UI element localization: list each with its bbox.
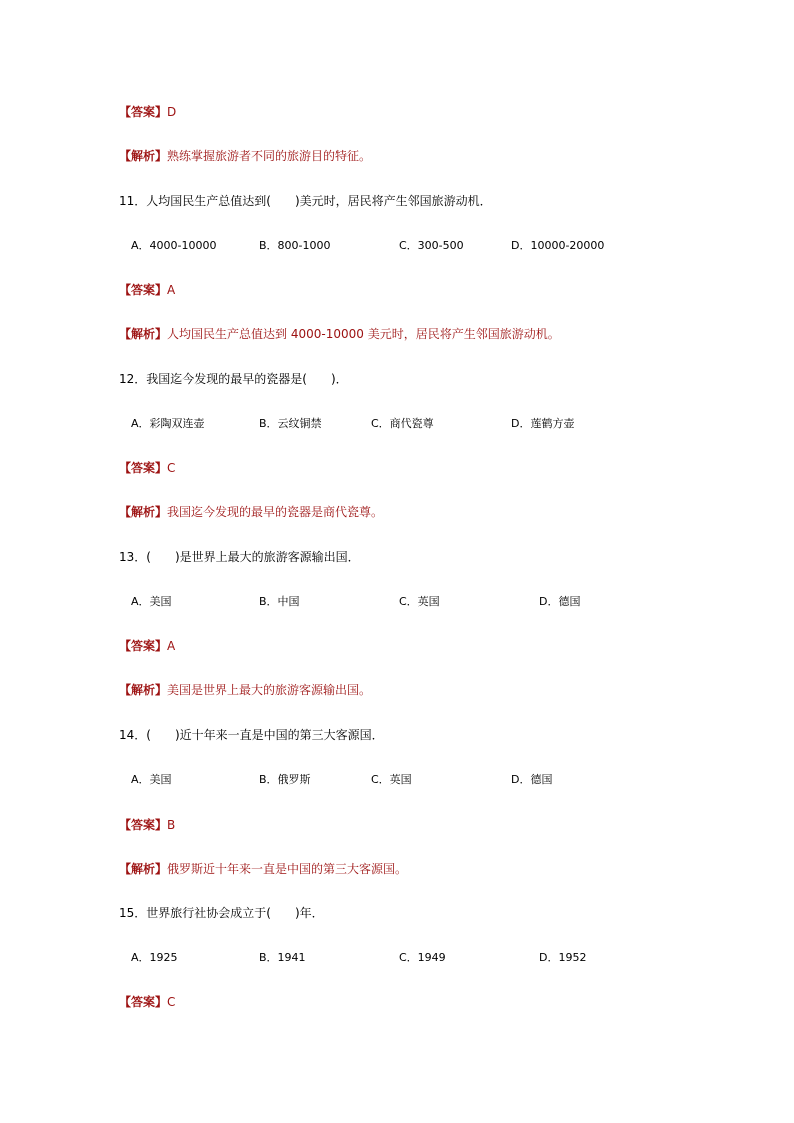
option-a: A．美国 <box>131 773 172 786</box>
answer-line <box>119 639 175 653</box>
option-a: A．4000-10000 <box>131 239 217 252</box>
analysis-text: 俄罗斯近十年来一直是中国的第三大客源国。 <box>167 862 408 876</box>
option-a: A．美国 <box>131 595 172 608</box>
option-b: B．中国 <box>259 595 300 608</box>
analysis-label: 【解析】 <box>119 683 168 697</box>
question-11: 11．人均国民生产总值达到( )美元时，居民将产生邻国旅游动机． <box>119 194 492 208</box>
answer-label: 【答案】 <box>119 105 168 119</box>
question-14: 14．( )近十年来一直是中国的第三大客源国． <box>119 728 384 742</box>
answer-value: A <box>167 639 176 653</box>
analysis-text: 美国是世界上最大的旅游客源输出国。 <box>167 683 372 697</box>
analysis-line <box>119 149 371 163</box>
option-d: D．德国 <box>539 595 581 608</box>
analysis-text: 人均国民生产总值达到 4000-10000 美元时，居民将产生邻国旅游动机。 <box>167 327 560 341</box>
option-a: A．1925 <box>131 951 178 964</box>
option-d: D．10000-20000 <box>511 239 605 252</box>
analysis-label: 【解析】 <box>119 862 168 876</box>
question-12: 12．我国迄今发现的最早的瓷器是( )． <box>119 372 348 386</box>
option-c: C．英国 <box>399 595 440 608</box>
option-d: D．莲鹤方壶 <box>511 417 575 430</box>
option-a: A．彩陶双连壶 <box>131 417 205 430</box>
answer-value: B <box>167 818 176 832</box>
answer-line <box>119 995 175 1009</box>
answer-line <box>119 461 175 475</box>
analysis-text: 熟练掌握旅游者不同的旅游目的特征。 <box>167 149 372 163</box>
answer-label: 【答案】 <box>119 461 168 475</box>
analysis-label: 【解析】 <box>119 505 168 519</box>
question-15: 15．世界旅行社协会成立于( )年． <box>119 906 324 920</box>
answer-label: 【答案】 <box>119 995 168 1009</box>
answer-label: 【答案】 <box>119 818 168 832</box>
answer-value: D <box>167 105 177 119</box>
option-c: C．英国 <box>371 773 412 786</box>
analysis-line <box>119 327 560 341</box>
option-d: D．1952 <box>539 951 587 964</box>
option-c: C．商代瓷尊 <box>371 417 434 430</box>
option-b: B．800-1000 <box>259 239 331 252</box>
option-b: B．云纹铜禁 <box>259 417 322 430</box>
option-c: C．300-500 <box>399 239 464 252</box>
answer-value: C <box>167 995 176 1009</box>
answer-line <box>119 105 176 119</box>
option-b: B．俄罗斯 <box>259 773 311 786</box>
analysis-label: 【解析】 <box>119 327 168 341</box>
answer-line <box>119 818 175 832</box>
answer-value: A <box>167 283 176 297</box>
analysis-line <box>119 683 371 697</box>
answer-label: 【答案】 <box>119 283 168 297</box>
analysis-line <box>119 862 407 876</box>
analysis-text: 我国迄今发现的最早的瓷器是商代瓷尊。 <box>167 505 384 519</box>
analysis-label: 【解析】 <box>119 149 168 163</box>
answer-label: 【答案】 <box>119 639 168 653</box>
option-d: D．德国 <box>511 773 553 786</box>
analysis-line <box>119 505 383 519</box>
option-c: C．1949 <box>399 951 446 964</box>
answer-value: C <box>167 461 176 475</box>
answer-line <box>119 283 175 297</box>
question-13: 13．( )是世界上最大的旅游客源输出国． <box>119 550 360 564</box>
option-b: B．1941 <box>259 951 306 964</box>
